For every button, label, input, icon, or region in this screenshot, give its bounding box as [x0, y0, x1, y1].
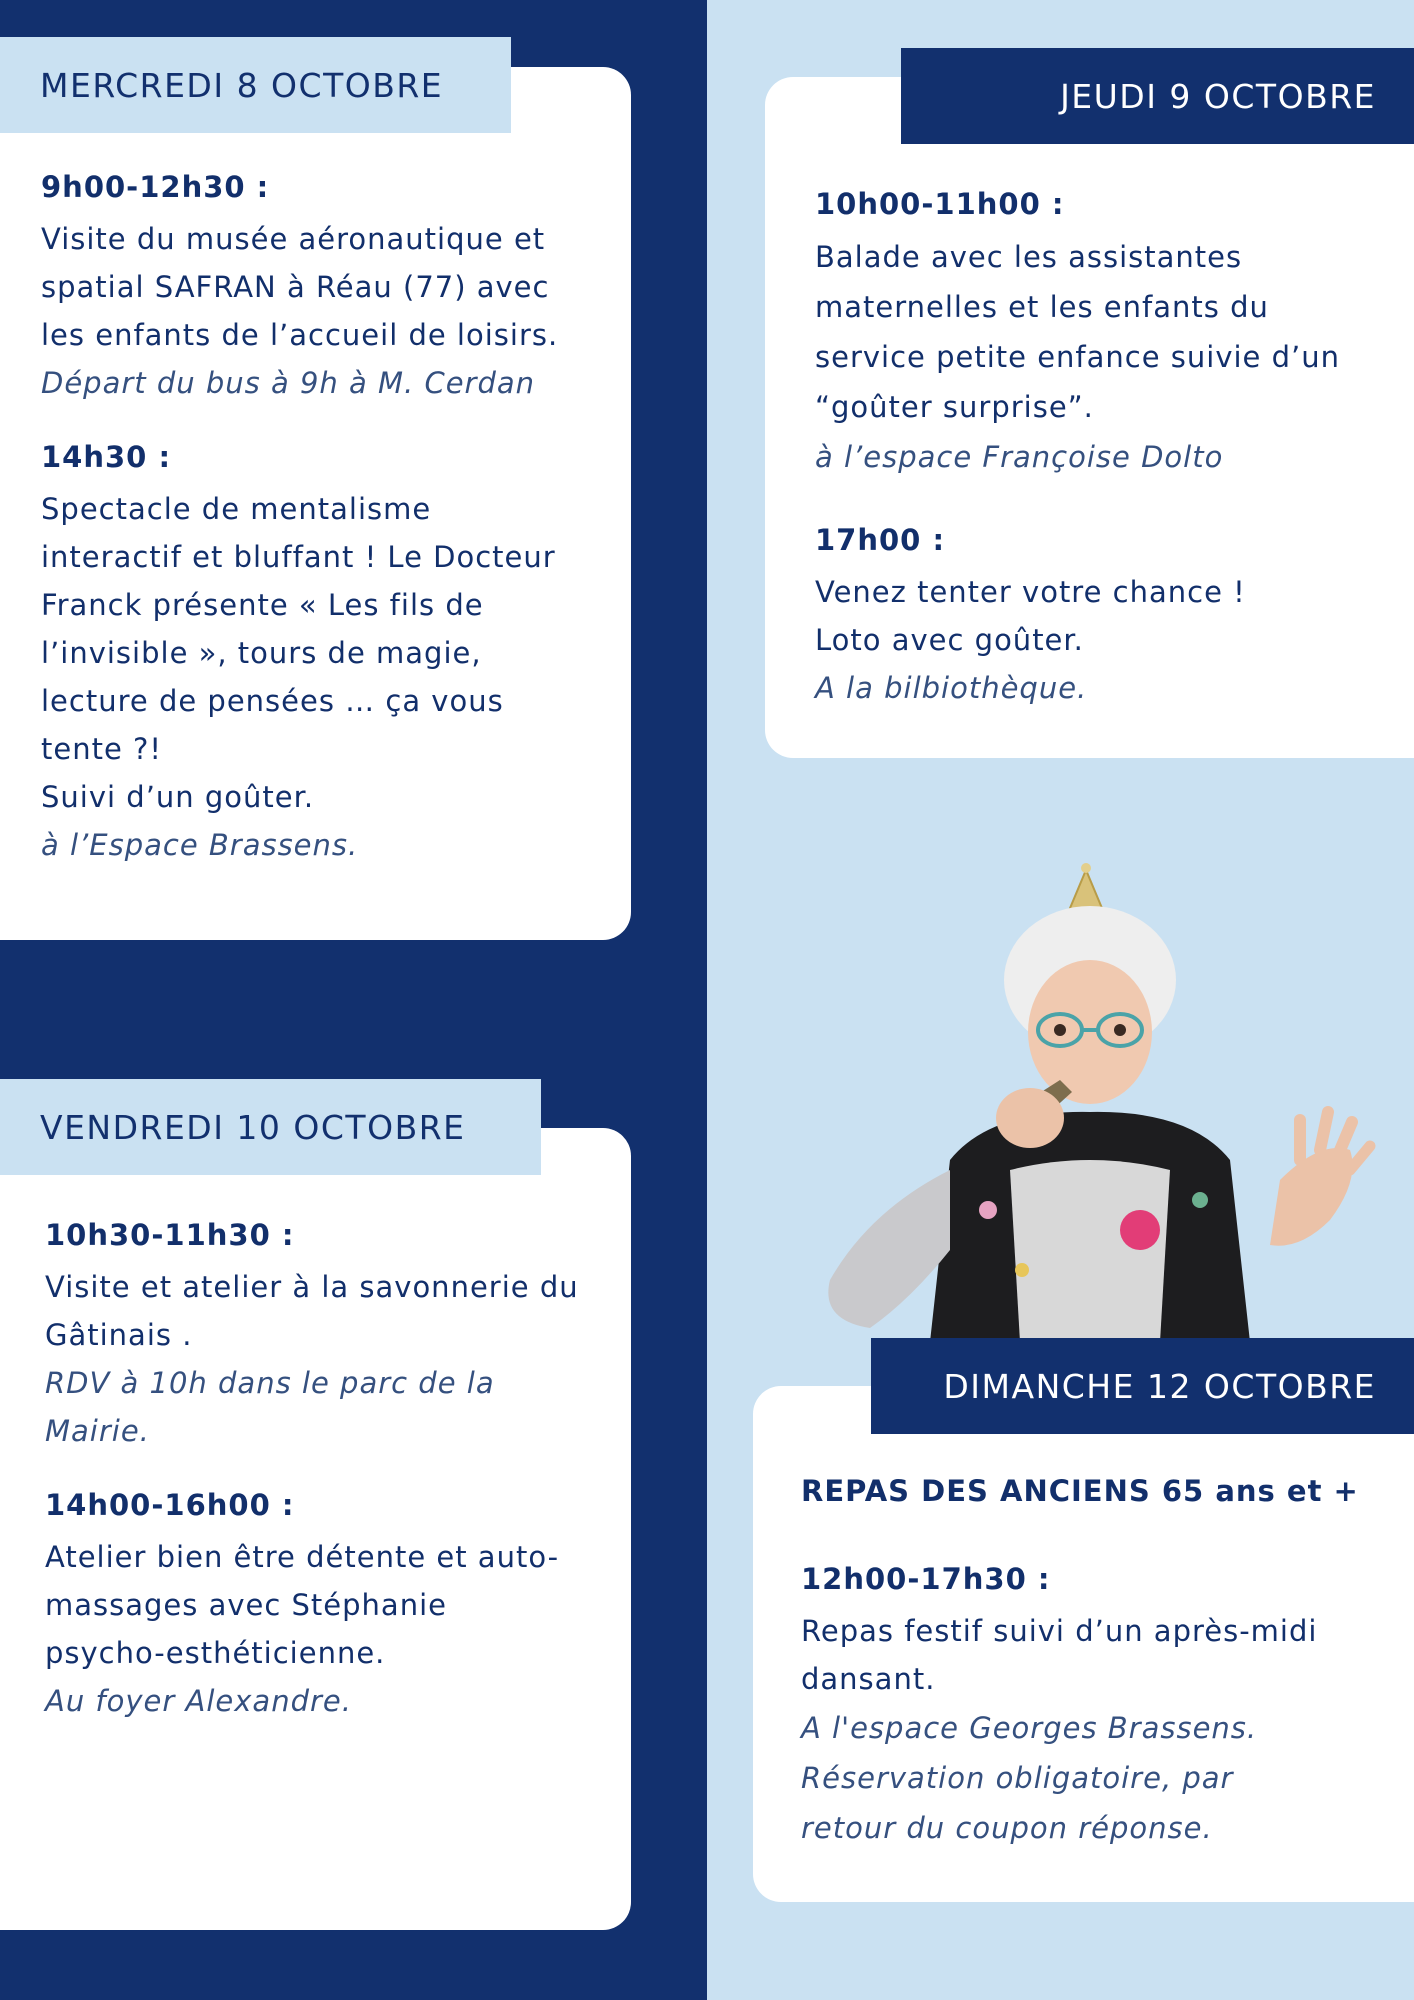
sunday-events — [801, 1469, 1401, 1881]
event-wednesday-morning — [41, 165, 621, 407]
event-time: 9h00-12h30 : — [41, 170, 270, 204]
thursday-title: JEUDI 9 OCTOBRE — [901, 48, 1414, 144]
event-description: Repas festif suivi d’un après-midi dansant. — [801, 1614, 1318, 1696]
party-grandmother-illustration — [760, 850, 1380, 1342]
event-description: Visite et atelier à la savonnerie du Gâtinais . — [45, 1270, 579, 1352]
event-place: à l’espace Françoise Dolto — [815, 440, 1224, 474]
event-friday-morning — [45, 1213, 625, 1455]
party-grandmother-drawing — [760, 850, 1380, 1342]
event-thursday-evening — [815, 518, 1405, 712]
event-place: à l’Espace Brassens. — [41, 828, 359, 862]
friday-events — [45, 1213, 625, 1753]
thursday-events — [815, 182, 1405, 740]
event-place: A la bilbiothèque. — [815, 671, 1088, 705]
event-time: 17h00 : — [815, 523, 946, 557]
event-time: 10h30-11h30 : — [45, 1218, 295, 1252]
event-description: Visite du musée aéronautique et spatial SAFRAN à Réau (77) avec les enfants de l’accueil de loisirs. — [41, 222, 559, 352]
friday-title: VENDREDI 10 OCTOBRE — [0, 1079, 541, 1175]
event-time: 14h30 : — [41, 440, 172, 474]
event-description: Atelier bien être détente et auto- massages avec Stéphanie psycho-esthéticienne. — [45, 1540, 560, 1670]
event-place: A l'espace Georges Brassens. Réservation obligatoire, par retour du coupon réponse. — [801, 1711, 1258, 1845]
event-time: 14h00-16h00 : — [45, 1488, 295, 1522]
sunday-title: DIMANCHE 12 OCTOBRE — [871, 1338, 1414, 1434]
event-friday-afternoon — [45, 1483, 625, 1725]
event-description: Spectacle de mentalisme interactif et bluffant ! Le Docteur Franck présente « Les fils de l’invisible », tours de magie, lecture de pensées … ça vous tente ?! Suivi d’un goûter. — [41, 492, 556, 814]
event-wednesday-afternoon — [41, 435, 621, 869]
event-time: 10h00-11h00 : — [815, 187, 1065, 221]
event-place: Départ du bus à 9h à M. Cerdan — [41, 366, 536, 400]
wednesday-title: MERCREDI 8 OCTOBRE — [0, 37, 511, 133]
event-thursday-morning — [815, 182, 1405, 482]
event-description: Balade avec les assistantes maternelles et les enfants du service petite enfance suivie d’un “goûter surprise”. — [815, 240, 1341, 424]
event-time: 12h00-17h30 : — [801, 1562, 1051, 1596]
event-place: RDV à 10h dans le parc de la Mairie. — [45, 1366, 495, 1448]
sunday-headline: REPAS DES ANCIENS 65 ans et + — [801, 1474, 1359, 1508]
event-description: Venez tenter votre chance ! Loto avec goûter. — [815, 575, 1246, 657]
event-sunday-lunch — [801, 1557, 1401, 1853]
wednesday-events — [41, 165, 621, 897]
event-place: Au foyer Alexandre. — [45, 1684, 352, 1718]
